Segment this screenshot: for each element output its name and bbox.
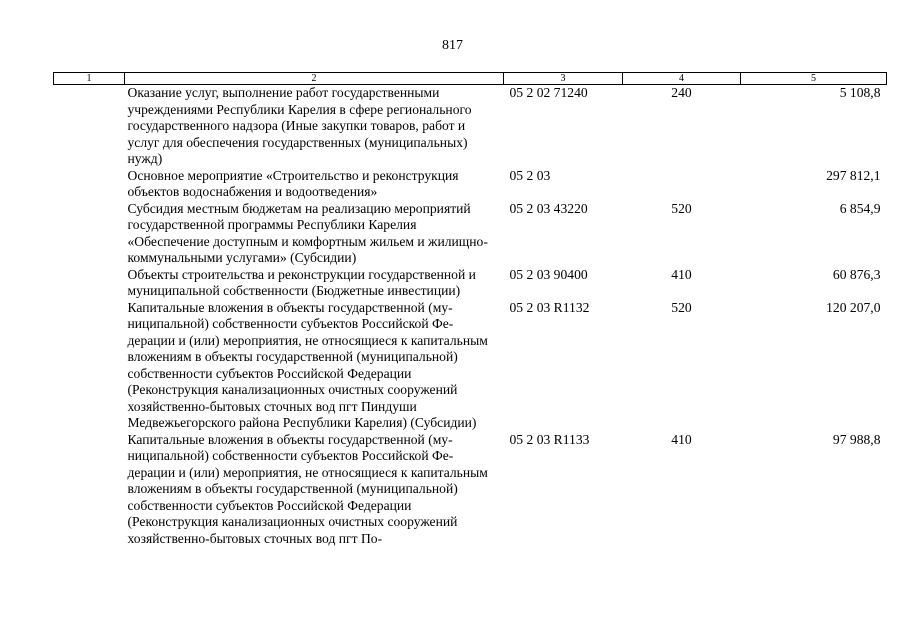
row-name: Объекты строительства и реконструкции государственной и муниципальной собственности (Бюджетные инвестиции)	[127, 266, 476, 298]
row-code: 05 2 03 90400	[509, 266, 588, 282]
column-header: 3	[504, 73, 623, 85]
row-code: 05 2 02 71240	[509, 85, 588, 100]
row-type: 410	[671, 266, 692, 282]
row-name: Оказание услуг, выполнение работ государственными учреждениями Республики Карелия в сфере регионального государственного надзора (Иные закупки товаров, работ и услуг для обеспечения государственных (муниципальных) нужд)	[127, 85, 472, 166]
row-amount: 120 207,0	[826, 299, 881, 315]
row-amount: 297 812,1	[826, 167, 881, 183]
row-name: Субсидия местным бюджетам на реализацию мероприятий государственной программы Республики Карелия «Обеспечение доступным и комфортным жильем и жилищно-коммунальными услугами» (Субсидии)	[127, 200, 488, 265]
table-row	[54, 267, 887, 300]
table-row	[54, 432, 887, 548]
row-number-cell	[54, 168, 125, 201]
row-amount: 97 988,8	[832, 431, 881, 447]
row-type: 520	[671, 299, 692, 315]
row-type: 520	[671, 200, 692, 216]
column-header: 1	[54, 73, 125, 85]
row-number-cell	[54, 85, 125, 168]
row-amount: 5 108,8	[839, 85, 881, 100]
row-type	[623, 168, 741, 201]
row-amount: 60 876,3	[832, 266, 881, 282]
row-type: 410	[671, 431, 692, 447]
row-name: Капитальные вложения в объекты государственной (муниципальной) собственности субъектов Российской Федерации и (или) мероприятия, не относящиеся к капитальным вложениям в объекты государственной (муниципальной) собственности субъектов Российской Федерации (Реконструкция канализационных очистных сооружений хозяйственно-бытовых сточных вод пгт По-	[127, 431, 488, 546]
row-number-cell	[54, 201, 125, 267]
row-name: Основное мероприятие «Строительство и реконструкция объектов водоснабжения и водоотведения»	[127, 167, 459, 199]
table-row	[54, 300, 887, 432]
table-row	[54, 85, 887, 168]
table-row	[54, 168, 887, 201]
table-header-row	[54, 73, 887, 85]
budget-table	[53, 72, 887, 547]
table-row	[54, 201, 887, 267]
column-header: 5	[741, 73, 887, 85]
row-code: 05 2 03 R1133	[509, 431, 590, 447]
row-name: Капитальные вложения в объекты государственной (муниципальной) собственности субъектов Российской Федерации и (или) мероприятия, не относящиеся к капитальным вложениям в объекты государственной (муниципальной) собственности субъектов Российской Федерации (Реконструкция канализационных очистных сооружений хозяйственно-бытовых сточных вод пгт Пиндуши Медвежьегорского района Республики Карелия) (Субсидии)	[127, 299, 488, 430]
row-type: 240	[671, 85, 692, 100]
row-number-cell	[54, 432, 125, 548]
page-number: 817	[442, 38, 463, 53]
row-number-cell	[54, 267, 125, 300]
row-number-cell	[54, 300, 125, 432]
row-code: 05 2 03 43220	[509, 200, 588, 216]
column-header: 4	[623, 73, 741, 85]
row-amount: 6 854,9	[839, 200, 881, 216]
row-code: 05 2 03	[509, 167, 551, 183]
column-header: 2	[125, 73, 504, 85]
row-code: 05 2 03 R1132	[509, 299, 590, 315]
